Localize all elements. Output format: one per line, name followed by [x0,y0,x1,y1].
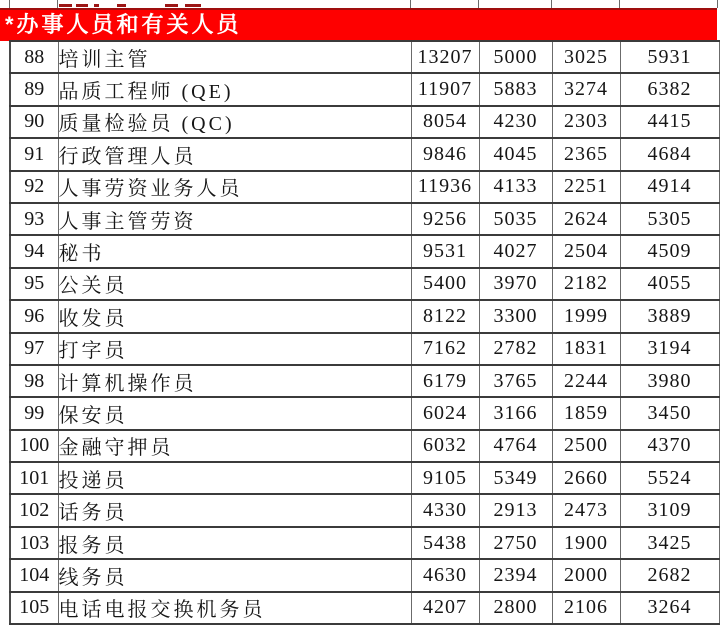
cell-value-1: 4630 [411,559,479,591]
cell-value-1: 9256 [411,203,479,235]
table-row [10,203,719,235]
cell-row-number: 101 [10,462,58,494]
cell-value-3: 2473 [552,494,620,526]
cell-value-1: 4330 [411,494,479,526]
cell-value-1: 8122 [411,300,479,332]
cell-row-number: 89 [10,73,58,105]
cell-value-1: 6032 [411,430,479,462]
section-header-label: *办事人员和有关人员 [5,12,242,37]
cell-row-number: 104 [10,559,58,591]
cell-value-4: 5524 [620,462,719,494]
table-row [10,268,719,300]
clipped-previous-row [9,0,718,8]
cell-value-2: 5035 [479,203,552,235]
cell-value-3: 1859 [552,397,620,429]
cell-job-title: 收发员 [58,300,411,332]
table-row [10,397,719,429]
cell-value-4: 2682 [620,559,719,591]
cell-job-title: 打字员 [58,333,411,365]
cell-value-1: 6179 [411,365,479,397]
cell-value-2: 2913 [479,494,552,526]
table-row [10,430,719,462]
cell-job-title: 行政管理人员 [58,138,411,170]
table-row [10,41,719,73]
cell-row-number: 90 [10,106,58,138]
table-row [10,559,719,591]
cell-value-3: 2365 [552,138,620,170]
cell-value-4: 5931 [620,41,719,73]
cell-value-3: 2303 [552,106,620,138]
cell-value-1: 5400 [411,268,479,300]
cell-value-4: 3980 [620,365,719,397]
cell-row-number: 94 [10,235,58,267]
cell-job-title: 金融守押员 [58,430,411,462]
table-row [10,527,719,559]
cell-value-4: 4684 [620,138,719,170]
cell-value-3: 2660 [552,462,620,494]
cell-row-number: 103 [10,527,58,559]
cell-value-3: 1831 [552,333,620,365]
table-row [10,106,719,138]
table-row [10,592,719,624]
section-header-row [0,8,717,41]
cell-job-title: 人事主管劳资 [58,203,411,235]
cell-row-number: 93 [10,203,58,235]
cell-job-title: 电话电报交换机务员 [58,592,411,624]
cell-value-1: 5438 [411,527,479,559]
cell-value-4: 4914 [620,171,719,203]
grid-vline [619,0,620,8]
cell-job-title: 线务员 [58,559,411,591]
cell-value-4: 3450 [620,397,719,429]
cell-value-3: 2106 [552,592,620,624]
grid-vline [717,0,718,8]
cell-value-2: 4027 [479,235,552,267]
cell-job-title: 保安员 [58,397,411,429]
clipped-glyph-fragment [59,4,72,7]
cell-row-number: 102 [10,494,58,526]
cell-value-3: 2504 [552,235,620,267]
cell-value-3: 1900 [552,527,620,559]
cell-row-number: 105 [10,592,58,624]
clipped-glyph-fragment [94,4,99,7]
cell-job-title: 投递员 [58,462,411,494]
table-row [10,171,719,203]
cell-job-title: 公关员 [58,268,411,300]
cell-value-4: 4370 [620,430,719,462]
cell-value-2: 4045 [479,138,552,170]
cell-value-3: 1999 [552,300,620,332]
cell-value-1: 11907 [411,73,479,105]
cell-value-3: 2244 [552,365,620,397]
cell-value-2: 2750 [479,527,552,559]
cell-value-3: 2000 [552,559,620,591]
cell-row-number: 88 [10,41,58,73]
cell-job-title: 品质工程师 (QE) [58,73,411,105]
salary-table-body [10,41,719,624]
clipped-glyph-fragment [117,4,126,7]
cell-value-4: 4509 [620,235,719,267]
cell-value-4: 3109 [620,494,719,526]
cell-value-4: 4415 [620,106,719,138]
cell-value-2: 3300 [479,300,552,332]
cell-row-number: 97 [10,333,58,365]
table-row [10,235,719,267]
grid-vline [57,0,58,8]
cell-value-1: 9105 [411,462,479,494]
cell-row-number: 95 [10,268,58,300]
cell-value-2: 3970 [479,268,552,300]
cell-row-number: 91 [10,138,58,170]
cell-value-4: 3194 [620,333,719,365]
table-row [10,494,719,526]
grid-vline [551,0,552,8]
cell-value-4: 6382 [620,73,719,105]
cell-value-2: 2800 [479,592,552,624]
cell-value-3: 2624 [552,203,620,235]
cell-value-1: 9531 [411,235,479,267]
cell-row-number: 100 [10,430,58,462]
table-row [10,365,719,397]
table-row [10,300,719,332]
grid-vline [478,0,479,8]
grid-vline [410,0,411,8]
table-row [10,462,719,494]
cell-job-title: 人事劳资业务人员 [58,171,411,203]
cell-value-2: 3765 [479,365,552,397]
cell-value-2: 2782 [479,333,552,365]
salary-table [9,40,720,625]
cell-value-2: 5349 [479,462,552,494]
clipped-glyph-fragment [165,4,178,7]
cell-value-2: 5000 [479,41,552,73]
cell-value-2: 5883 [479,73,552,105]
cell-value-3: 2251 [552,171,620,203]
cell-value-1: 11936 [411,171,479,203]
cell-job-title: 计算机操作员 [58,365,411,397]
cell-job-title: 报务员 [58,527,411,559]
cell-value-1: 9846 [411,138,479,170]
cell-value-1: 4207 [411,592,479,624]
cell-row-number: 99 [10,397,58,429]
table-row [10,138,719,170]
cell-value-1: 8054 [411,106,479,138]
table-row [10,333,719,365]
cell-value-4: 3264 [620,592,719,624]
cell-value-2: 4764 [479,430,552,462]
cell-value-3: 2182 [552,268,620,300]
cell-value-4: 3889 [620,300,719,332]
cell-value-3: 3274 [552,73,620,105]
cell-value-1: 6024 [411,397,479,429]
cell-job-title: 质量检验员 (QC) [58,106,411,138]
cell-job-title: 培训主管 [58,41,411,73]
cell-job-title: 话务员 [58,494,411,526]
cell-row-number: 96 [10,300,58,332]
clipped-glyph-fragment [76,4,88,7]
cell-value-4: 5305 [620,203,719,235]
cell-value-1: 13207 [411,41,479,73]
cell-value-2: 4230 [479,106,552,138]
cell-value-3: 3025 [552,41,620,73]
cell-value-4: 4055 [620,268,719,300]
cell-value-2: 4133 [479,171,552,203]
table-row [10,73,719,105]
cell-row-number: 98 [10,365,58,397]
grid-vline [9,0,10,8]
cell-value-2: 3166 [479,397,552,429]
cell-value-3: 2500 [552,430,620,462]
cell-job-title: 秘书 [58,235,411,267]
cell-value-2: 2394 [479,559,552,591]
cell-value-1: 7162 [411,333,479,365]
clipped-glyph-fragment [185,4,201,7]
cell-row-number: 92 [10,171,58,203]
cell-value-4: 3425 [620,527,719,559]
